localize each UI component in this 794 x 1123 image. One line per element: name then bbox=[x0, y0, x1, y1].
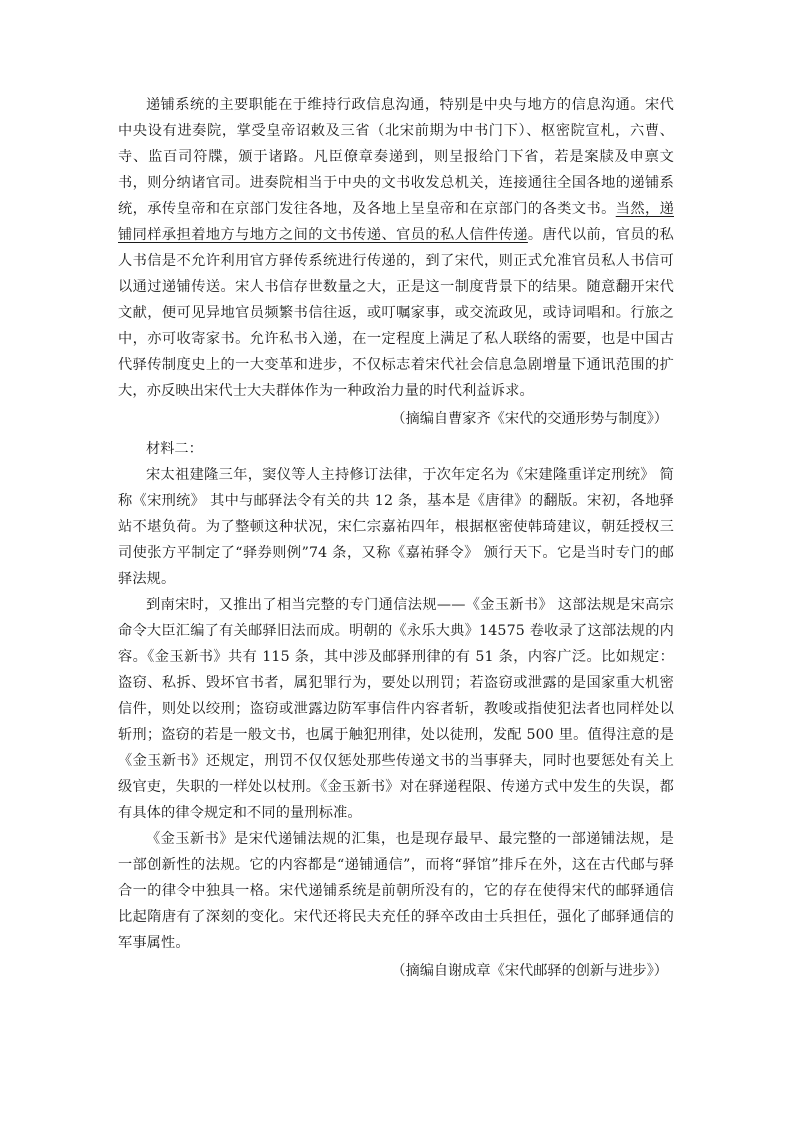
document-body bbox=[118, 92, 674, 988]
underlined-sentence: 当然，递铺同样承担着地方与地方之间的文书传递、官员的私人信件传递 bbox=[118, 201, 674, 243]
material-one-text-after: 。唐代以前，官员的私人书信是不允许利用官方驿传系统进行传递的，到了宋代，则正式允准官员私人书信可以通过递铺传送。宋人书信存世数量之大，正是这一制度背景下的结果。随意翻开宋代文献，便可见异地官员频繁书信往返，或叮嘱家事，或交流政见，或诗词唱和。行旅之中，亦可收寄家书。允许私书入递，在一定程度上满足了私人联络的需要，也是中国古代驿传制度史上的一大变革和进步，不仅标志着宋代社会信息急剧增量下通讯范围的扩大，亦反映出宋代士大夫群体作为一种政治力量的时代利益诉求。 bbox=[118, 227, 674, 399]
material-two-paragraph-3: 《金玉新书》是宋代递铺法规的汇集，也是现存最早、最完整的一部递铺法规，是一部创新性的法规。它的内容都是“递铺通信”，而将“驿馆”排斥在外，这在古代邮与驿合一的律令中独具一格。宋代递铺系统是前朝所没有的，它的存在使得宋代的邮驿通信比起隋唐有了深刻的变化。宋代还将民夫充任的驿卒改由士兵担任，强化了邮驿通信的军事属性。 bbox=[118, 831, 674, 951]
material-two-heading: 材料二： bbox=[146, 441, 203, 457]
material-two-source: （摘编自谢成章《宋代邮驿的创新与进步》） bbox=[391, 963, 668, 979]
material-one-text-before: 递铺系统的主要职能在于维持行政信息沟通，特别是中央与地方的信息沟通。宋代中央设有进奏院，掌受皇帝诏敕及三省（北宋前期为中书门下）、枢密院宣札，六曹、寺、监百司符牒，颁于诸路。凡臣僚章奏递到，则呈报给门下省，若是案牍及申禀文书，则分纳诸官司。进奏院相当于中央的文书收发总机关，连接通往全国各地的递铺系统，承传皇帝和在京部门发往各地，及各地上呈皇帝和在京部门的各类文书。 bbox=[118, 97, 674, 217]
material-one-source: （摘编自曹家齐《宋代的交通形势与制度》） bbox=[391, 411, 668, 427]
material-two-paragraph-2: 到南宋时，又推出了相当完整的专门通信法规——《金玉新书》 这部法规是宋高宗命令大臣汇编了有关邮驿旧法而成。明朝的《永乐大典》14575 卷收录了这部法规的内容。《金玉新书》共有 115 条，其中涉及邮驿刑律的有 51 条，内容广泛。比如规定：盗窃、私拆、毁坏官书者，属犯罪行为，要处以刑罚；若盗窃或泄露的是国家重大机密信件，则处以绞刑；盗窃或泄露边防军事信件内容者斩，教唆或指使犯法者也同样处以斩刑；盗窃的若是一般文书，也属于触犯刑律，处以徒刑，发配 500 里。值得注意的是《金玉新书》还规定，刑罚不仅仅惩处那些传递文书的当事驿夫，同时也要惩处有关上级官吏，失职的一样处以杖刑。《金玉新书》对在驿递程限、传递方式中发生的失误，都有具体的律令规定和不同的量刑标准。 bbox=[118, 597, 674, 821]
material-two-paragraph-1: 宋太祖建隆三年，窦仪等人主持修订法律，于次年定名为《宋建隆重详定刑统》 简称《宋刑统》 其中与邮驿法令有关的共 12 条，基本是《唐律》的翻版。宋初，各地驿站不堪负荷。为了整顿这种状况，宋仁宗嘉祐四年，根据枢密使韩琦建议，朝廷授权三司使张方平制定了“驿券则例”74 条，又称《嘉祐驿令》 颁行天下。它是当时专门的邮驿法规。 bbox=[118, 467, 674, 587]
material-one-paragraph bbox=[118, 92, 674, 404]
